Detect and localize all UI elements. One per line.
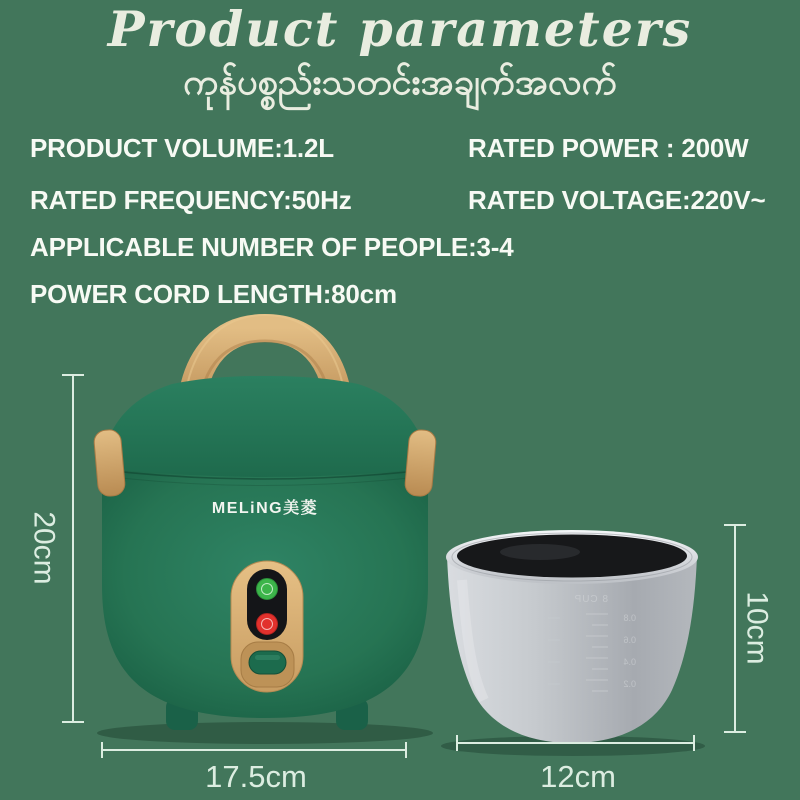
cooker-clip-left	[93, 429, 126, 497]
spec-power-cord-length: POWER CORD LENGTH:80cm	[30, 279, 397, 309]
svg-text:8 CUP: 8 CUP	[573, 594, 608, 605]
cooker-control-panel	[231, 561, 303, 692]
product-figure	[0, 300, 800, 800]
cooker-width-dimension-line	[102, 742, 406, 758]
pot-body	[447, 556, 697, 743]
spec-rated-voltage: RATED VOLTAGE:220V~	[468, 185, 766, 215]
inner-pot-image	[441, 530, 705, 756]
svg-text:0.6: 0.6	[623, 635, 636, 645]
page-subtitle-burmese: ကုန်ပစ္စည်းသတင်းအချက်အလက်	[183, 62, 617, 103]
spec-rated-frequency: RATED FREQUENCY:50Hz	[30, 185, 352, 215]
cooking-lever[interactable]	[249, 651, 286, 674]
cook-rice-light	[257, 614, 278, 635]
cooker-brand-logo: MELiNG美菱	[211, 500, 319, 517]
svg-text:0.8: 0.8	[623, 613, 636, 623]
cooker-shadow	[97, 722, 433, 744]
spec-rated-power: RATED POWER : 200W	[468, 133, 749, 163]
keep-warm-light	[257, 579, 278, 600]
cooker-height-label: 20cm	[27, 511, 61, 585]
cooker-clip-right	[404, 429, 437, 497]
pot-width-label: 12cm	[540, 759, 616, 794]
spec-applicable-people: APPLICABLE NUMBER OF PEOPLE:3-4	[30, 232, 514, 262]
rice-cooker-image	[93, 315, 437, 744]
spec-product-volume: PRODUCT VOLUME:1.2L	[30, 133, 334, 163]
svg-text:0.2: 0.2	[623, 679, 636, 689]
cooker-height-dimension-line	[62, 375, 84, 722]
cooker-lid	[102, 376, 428, 479]
page-title: Product parameters	[107, 0, 693, 58]
pot-height-label: 10cm	[740, 591, 774, 665]
cooker-width-label: 17.5cm	[205, 759, 307, 794]
svg-text:0.4: 0.4	[623, 657, 636, 667]
